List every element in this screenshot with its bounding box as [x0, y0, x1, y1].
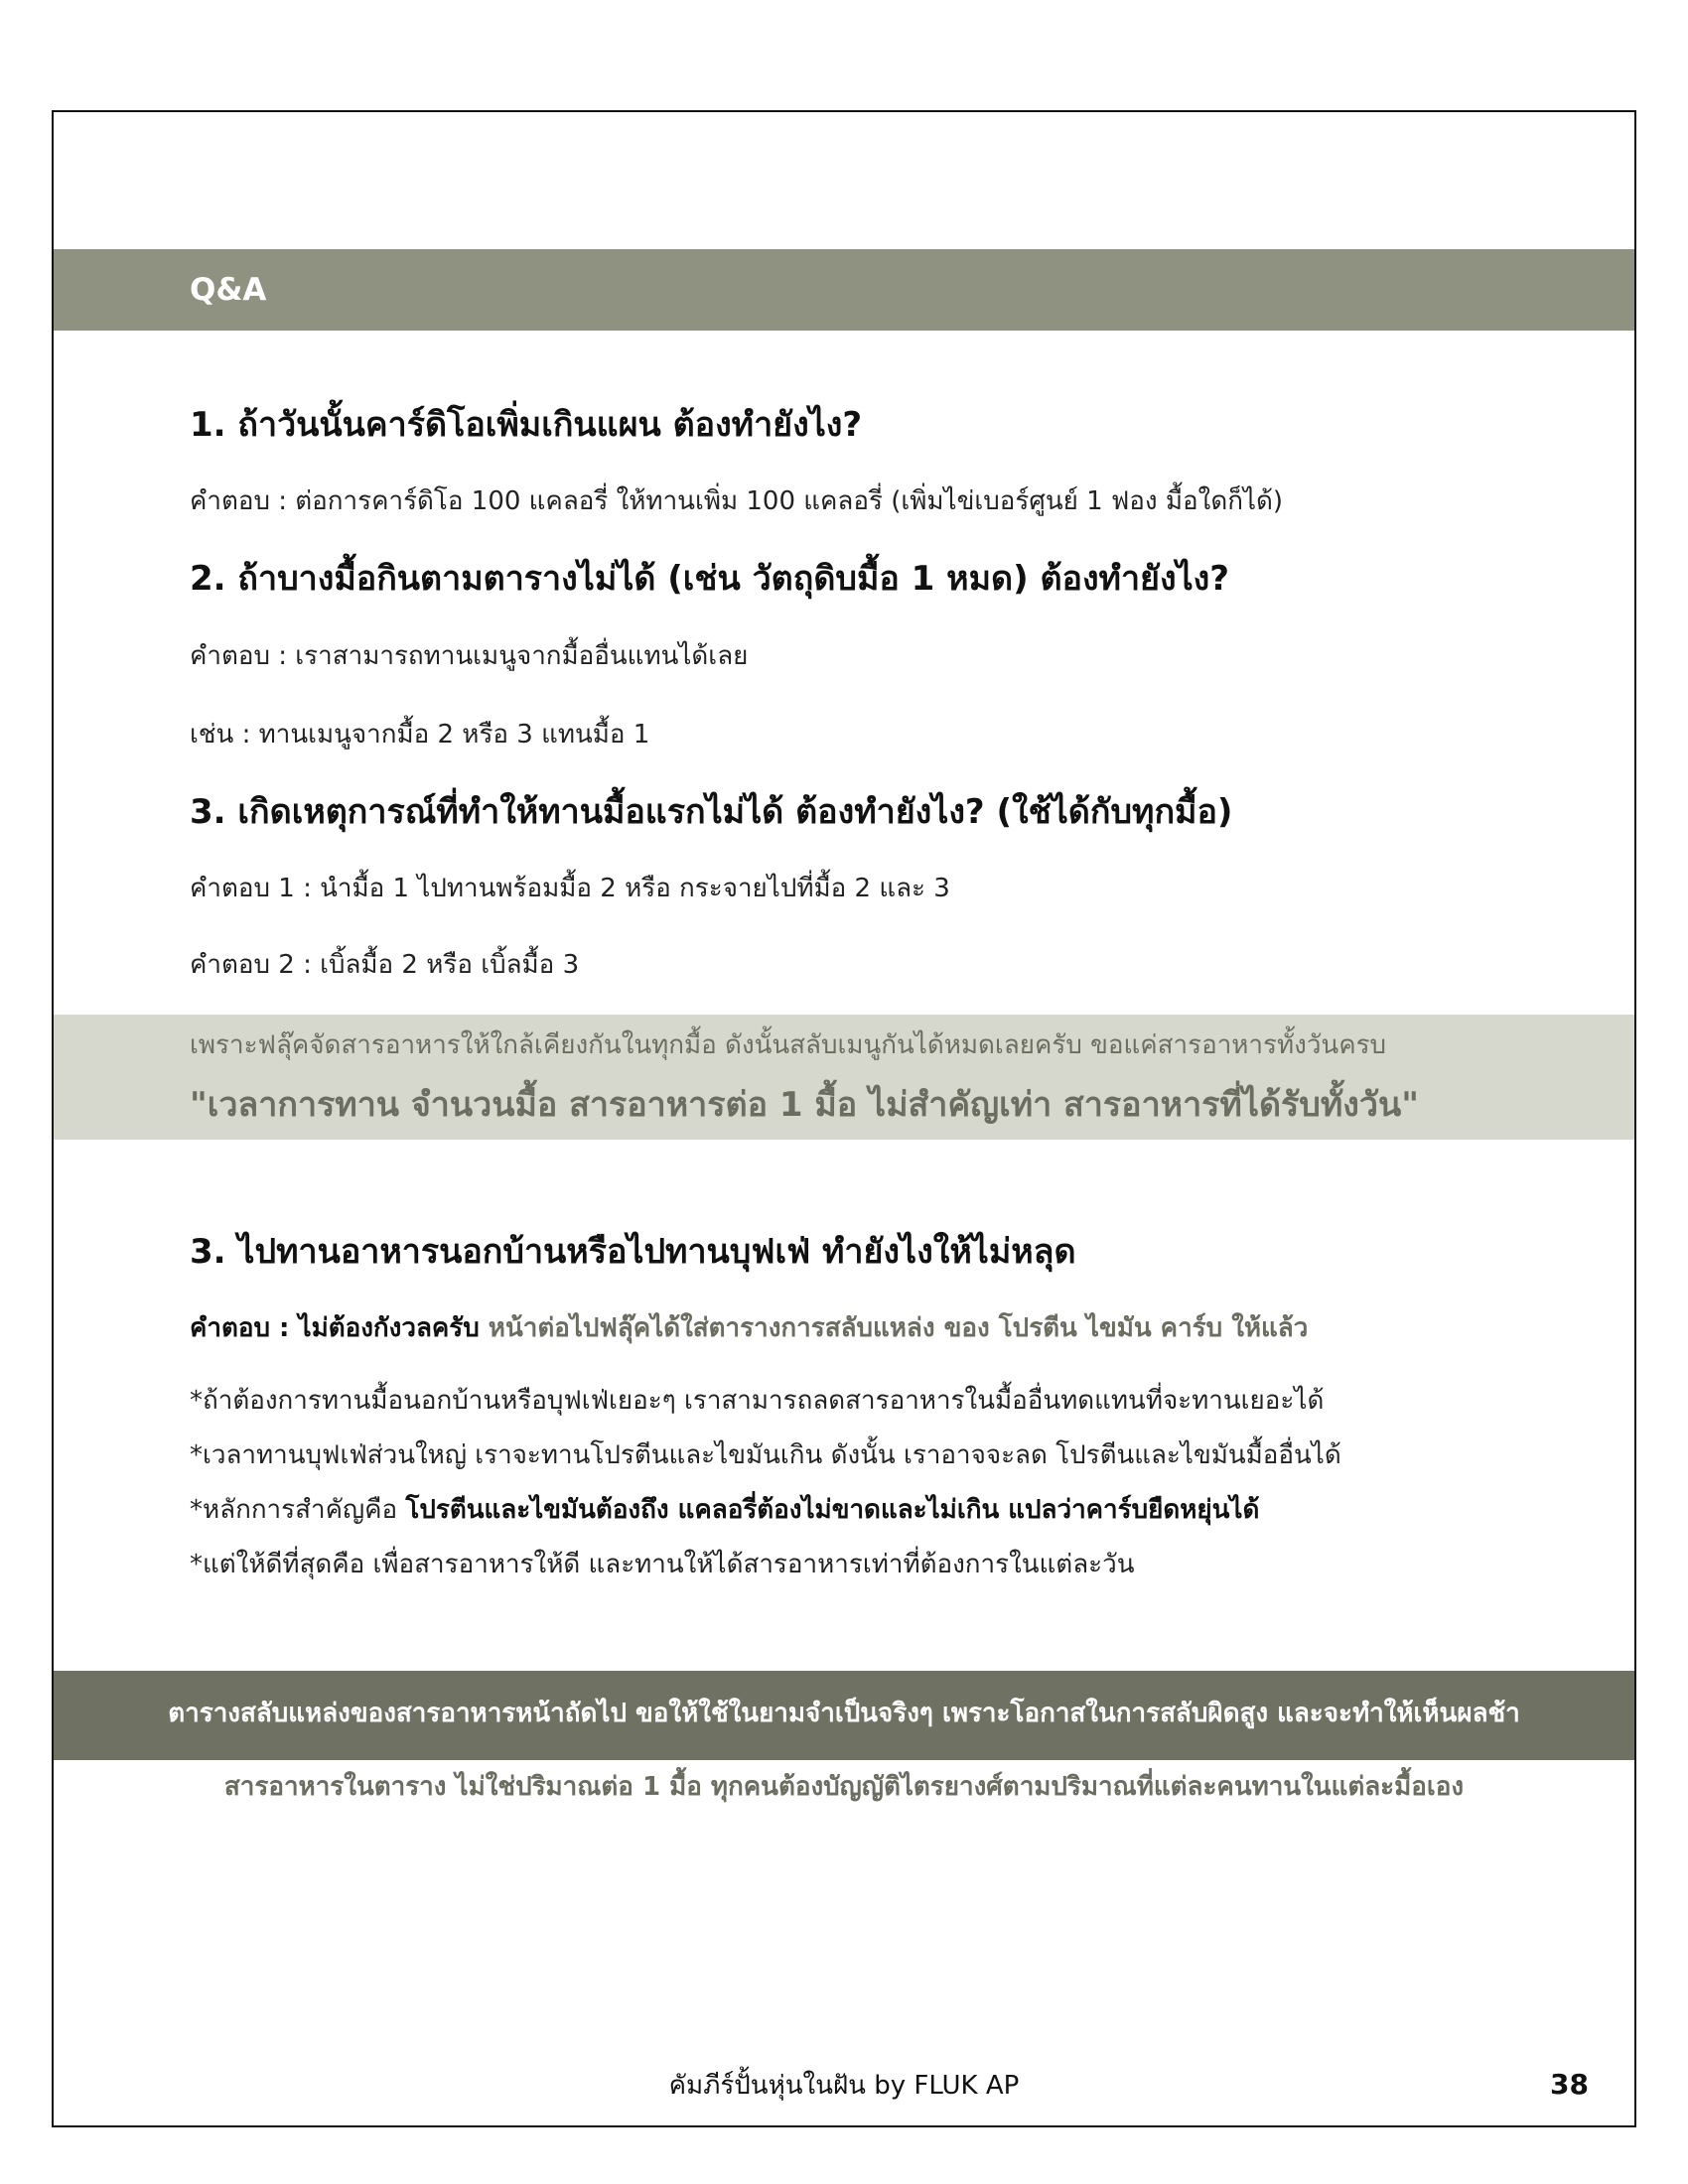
answer-3-option-2: คำตอบ 2 : เบิ้ลมื้อ 2 หรือ เบิ้ลมื้อ 3 [190, 950, 580, 980]
tip-2: *เวลาทานบุฟเฟ่ส่วนใหญ่ เราจะทานโปรตีนและไขมันเกิน ดังนั้น เราอาจจะลด โปรตีนและไขมันมื้ออื่นได้ [190, 1440, 1341, 1470]
footer-text: คัมภีร์ปั้นหุ่นในฝัน by FLUK AP [668, 2071, 1020, 2101]
bottom-banner-text: ตารางสลับแหล่งของสารอาหารหน้าถัดไป ขอให้ใช้ในยามจำเป็นจริงๆ เพราะโอกาสในการสลับผิดสูง และจะทำให้เห็นผลช้า [168, 1699, 1520, 1728]
table-note: สารอาหารในตาราง ไม่ใช่ปริมาณต่อ 1 มื้อ ทุกคนต้องบัญญัติไตรยางศ์ตามปริมาณที่แต่ละคนทานในแต่ละมื้อเอง [223, 1772, 1465, 1802]
answer-3-option-1: คำตอบ 1 : นำมื้อ 1 ไปทานพร้อมมื้อ 2 หรือ กระจายไปที่มื้อ 2 และ 3 [190, 874, 950, 903]
tip-3 [190, 1492, 1259, 1528]
question-3: 3. เกิดเหตุการณ์ที่ทำให้ทานมื้อแรกไม่ได้ ต้องทำยังไง? (ใช้ได้กับทุกมื้อ) [190, 792, 1233, 832]
question-2: 2. ถ้าบางมื้อกินตามตารางไม่ได้ (เช่น วัตถุดิบมื้อ 1 หมด) ต้องทำยังไง? [190, 559, 1229, 599]
tip-1: *ถ้าต้องการทานมื้อนอกบ้านหรือบุฟเฟ่เยอะๆ เราสามารถลดสารอาหารในมื้ออื่นทดแทนที่จะทานเยอะได้ [190, 1386, 1325, 1416]
answer-4-text: หน้าต่อไปฟลุ๊คได้ใส่ตารางการสลับแหล่ง ของ โปรตีน ไขมัน คาร์บ ให้แล้ว [479, 1313, 1309, 1343]
answer-4-label: คำตอบ : ไม่ต้องกังวลครับ [190, 1313, 480, 1343]
qa-header-title: Q&A [190, 272, 267, 308]
tip-4: *แต่ให้ดีที่สุดคือ เพื่อสารอาหารให้ดี และทานให้ได้สารอาหารเท่าที่ต้องการในแต่ละวัน [190, 1550, 1135, 1579]
question-4: 3. ไปทานอาหารนอกบ้านหรือไปทานบุฟเฟ่ ทำยังไงให้ไม่หลุด [190, 1232, 1076, 1272]
answer-2: คำตอบ : เราสามารถทานเมนูจากมื้ออื่นแทนได้เลย [190, 641, 749, 671]
page-number: 38 [1550, 2068, 1589, 2101]
answer-4 [190, 1310, 1308, 1346]
answer-2-example: เช่น : ทานเมนูจากมื้อ 2 หรือ 3 แทนมื้อ 1 [190, 720, 650, 750]
qa-header-band [54, 249, 1634, 331]
note-text: เพราะฟลุ๊คจัดสารอาหารให้ใกล้เคียงกันในทุกมื้อ ดังนั้นสลับเมนูกันได้หมดเลยครับ ขอแค่สารอาหารทั้งวันครบ [190, 1030, 1387, 1060]
note-quote: "เวลาการทาน จำนวนมื้อ สารอาหารต่อ 1 มื้อ ไม่สำคัญเท่า สารอาหารที่ได้รับทั้งวัน" [190, 1085, 1419, 1125]
tip-3-bold: โปรตีนและไขมันต้องถึง แคลอรี่ต้องไม่ขาดและไม่เกิน แปลว่าคาร์บยืดหยุ่นได้ [405, 1495, 1260, 1525]
answer-1: คำตอบ : ต่อการคาร์ดิโอ 100 แคลอรี่ ให้ทานเพิ่ม 100 แคลอรี่ (เพิ่มไข่เบอร์ศูนย์ 1 ฟอง มื้อใดก็ได้) [190, 486, 1284, 516]
tip-3-prefix: *หลักการสำคัญคือ [190, 1495, 406, 1525]
question-1: 1. ถ้าวันนั้นคาร์ดิโอเพิ่มเกินแผน ต้องทำยังไง? [190, 405, 863, 445]
